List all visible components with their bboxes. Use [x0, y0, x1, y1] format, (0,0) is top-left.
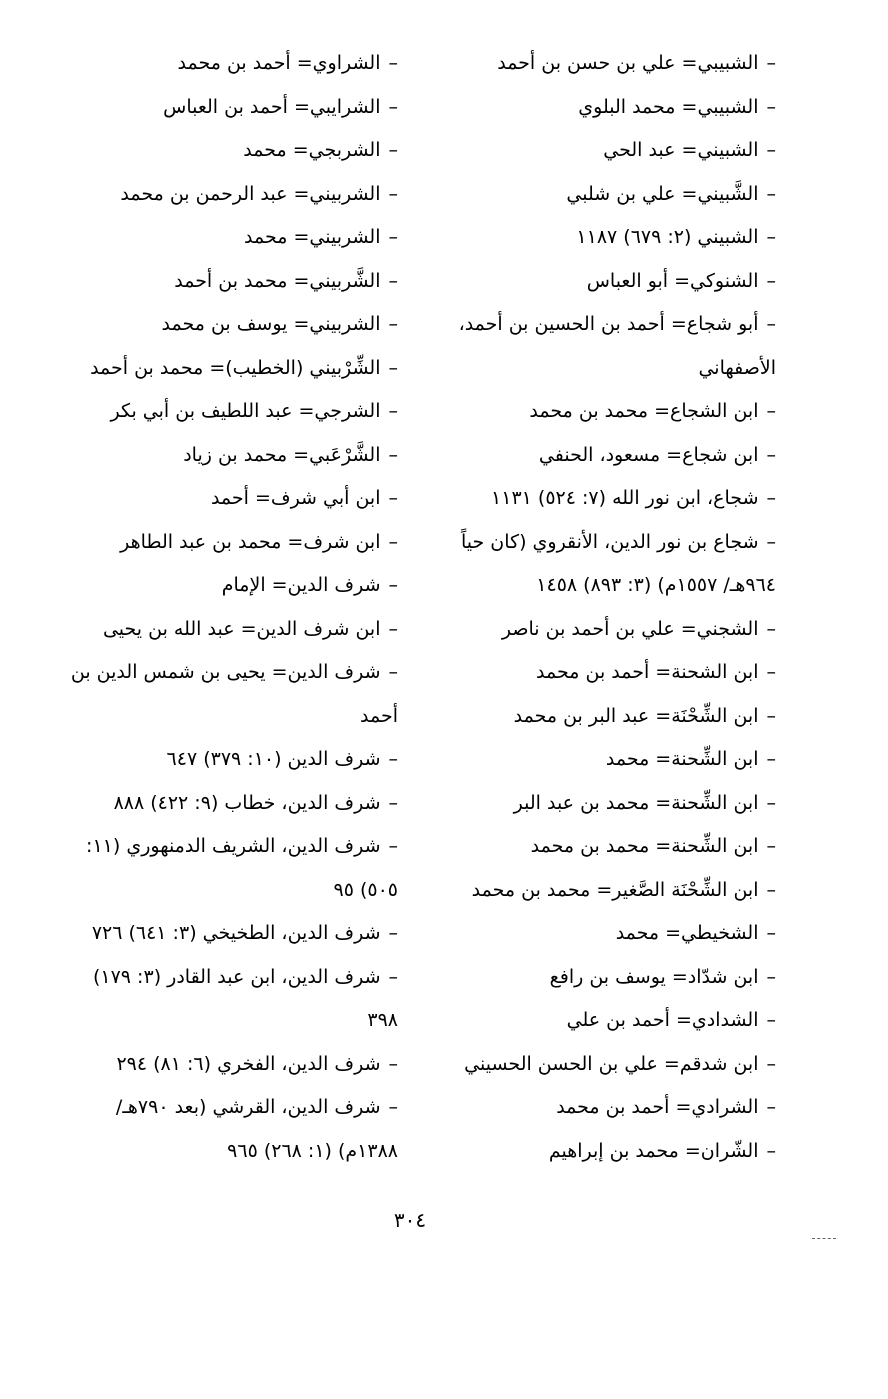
index-entry — [441, 129, 776, 173]
entry-text: أبو شجاع= أحمد بن الحسين بن أحمد، الأصفهاني — [458, 313, 776, 379]
index-entry — [58, 303, 398, 347]
entry-text: الشرايبي= أحمد بن العباس — [163, 95, 381, 118]
entry-dash: – — [388, 487, 398, 509]
entry-dash: – — [766, 313, 776, 335]
entry-dash: – — [766, 704, 776, 727]
index-entry — [58, 216, 398, 260]
index-entry — [58, 260, 398, 304]
index-entry — [441, 173, 776, 217]
entry-text: ابن شرف= محمد بن عبد الطاهر — [120, 530, 381, 553]
entry-text: الشخيطي= محمد — [615, 922, 759, 944]
entry-text: الشَّربيني= محمد بن أحمد — [174, 269, 381, 292]
index-entry — [441, 869, 776, 913]
index-entry — [441, 1086, 776, 1130]
index-entry — [58, 825, 398, 912]
index-entry — [441, 695, 776, 739]
entry-text: الشبيني= عبد الحي — [603, 139, 759, 161]
entry-text: شرف الدين، ابن عبد القادر (٣: ١٧٩) ٣٩٨ — [92, 965, 398, 1031]
entry-dash: – — [388, 356, 398, 379]
entry-dash: – — [766, 661, 776, 683]
entry-text: ابن الشحنة= أحمد بن محمد — [536, 661, 759, 683]
entry-text: شرف الدين، خطاب (٩: ٤٢٢) ٨٨٨ — [113, 791, 381, 814]
index-column-left — [58, 42, 398, 1173]
entry-dash: – — [388, 52, 398, 74]
entry-dash: – — [766, 95, 776, 118]
entry-dash: – — [766, 791, 776, 814]
entry-dash: – — [766, 922, 776, 944]
entry-text: شرف الدين (١٠: ٣٧٩) ٦٤٧ — [166, 748, 381, 770]
entry-dash: – — [388, 313, 398, 335]
entry-dash: – — [766, 617, 776, 640]
index-entry — [441, 303, 776, 390]
index-entry — [58, 86, 398, 130]
index-entry — [58, 1086, 398, 1173]
index-entry — [58, 564, 398, 608]
entry-dash: – — [766, 487, 776, 509]
entry-text: ابن شدّاد= يوسف بن رافع — [549, 965, 759, 988]
entry-text: الشربيني= يوسف بن محمد — [161, 313, 381, 335]
entry-dash: – — [388, 226, 398, 248]
entry-dash: – — [766, 269, 776, 292]
entry-text: شرف الدين، القرشي (بعد ٧٩٠هـ/ ١٣٨٨م) (١: ٢٦٨) ٩٦٥ — [115, 1096, 398, 1162]
entry-dash: – — [388, 443, 398, 466]
index-entry — [58, 521, 398, 565]
index-entry — [441, 260, 776, 304]
index-entry — [58, 956, 398, 1043]
index-entry — [58, 390, 398, 434]
entry-dash: – — [766, 52, 776, 74]
entry-text: شرف الدين، الشريف الدمنهوري (١١: ٥٠٥) ٩٥ — [86, 835, 398, 901]
entry-dash: – — [766, 965, 776, 988]
index-entry — [58, 608, 398, 652]
entry-text: الشِّرْبيني (الخطيب)= محمد بن أحمد — [90, 356, 381, 379]
entry-text: الشراوي= أحمد بن محمد — [177, 52, 381, 74]
index-entry — [441, 1043, 776, 1087]
entry-text: شرف الدين= يحيى بن شمس الدين بن أحمد — [70, 661, 398, 727]
entry-dash: – — [388, 1052, 398, 1075]
index-entry — [441, 477, 776, 521]
index-entry — [441, 782, 776, 826]
entry-text: الشرجي= عبد اللطيف بن أبي بكر — [110, 400, 381, 422]
index-entry — [441, 86, 776, 130]
index-entry — [58, 434, 398, 478]
entry-dash: – — [388, 530, 398, 553]
entry-text: ابن الشِّحْنَة الصَّغير= محمد بن محمد — [471, 878, 759, 901]
entry-dash: – — [388, 400, 398, 422]
entry-dash: – — [388, 1096, 398, 1118]
index-entry — [441, 216, 776, 260]
index-entry — [441, 390, 776, 434]
entry-text: الشربيني= عبد الرحمن بن محمد — [120, 182, 381, 205]
entry-text: ابن الشِّحنة= محمد بن عبد البر — [513, 791, 759, 814]
page-number: ٣٠٤ — [393, 1208, 427, 1232]
entry-dash: – — [766, 1139, 776, 1162]
entry-text: الشربجي= محمد — [243, 139, 381, 161]
entry-text: شرف الدين، الطخيخي (٣: ٦٤١) ٧٢٦ — [91, 922, 381, 944]
entry-text: ابن شدقم= علي بن الحسن الحسيني — [464, 1052, 759, 1075]
index-entry — [441, 738, 776, 782]
entry-dash: – — [766, 1096, 776, 1118]
index-entry — [441, 651, 776, 695]
entry-dash: – — [766, 182, 776, 205]
entry-text: الشجني= علي بن أحمد بن ناصر — [501, 617, 759, 640]
index-entry — [441, 608, 776, 652]
entry-text: الشدادي= أحمد بن علي — [566, 1009, 759, 1031]
index-entry — [441, 434, 776, 478]
entry-dash: – — [388, 791, 398, 814]
entry-dash: – — [766, 1052, 776, 1075]
entry-text: شرف الدين= الإمام — [221, 574, 381, 596]
index-entry — [441, 1130, 776, 1174]
entry-text: ابن الشجاع= محمد بن محمد — [529, 400, 759, 422]
entry-text: ابن أبي شرف= أحمد — [210, 487, 381, 509]
entry-text: الشنوكي= أبو العباس — [586, 269, 759, 292]
entry-dash: – — [388, 922, 398, 944]
entry-dash: – — [388, 617, 398, 640]
entry-text: شجاع، ابن نور الله (٧: ٥٢٤) ١١٣١ — [491, 487, 759, 509]
entry-text: ابن الشِّحْنَة= عبد البر بن محمد — [513, 704, 759, 727]
entry-text: ابن شرف الدين= عبد الله بن يحيى — [102, 617, 381, 640]
index-entry — [58, 477, 398, 521]
entry-dash: – — [388, 139, 398, 161]
entry-text: الشربيني= محمد — [244, 226, 381, 248]
entry-dash: – — [766, 226, 776, 248]
entry-dash: – — [766, 878, 776, 901]
scan-mark — [812, 1238, 836, 1240]
index-entry — [58, 1043, 398, 1087]
entry-dash: – — [766, 530, 776, 553]
entry-dash: – — [388, 95, 398, 118]
index-entry — [58, 782, 398, 826]
entry-text: الشَّبيني= علي بن شلبي — [566, 182, 759, 205]
entry-text: شجاع بن نور الدين، الأنقروي (كان حياً ٩٦٤هـ/ ١٥٥٧م) (٣: ٨٩٣) ١٤٥٨ — [460, 530, 776, 596]
entry-dash: – — [766, 139, 776, 161]
index-entry — [58, 912, 398, 956]
entry-dash: – — [388, 182, 398, 205]
index-entry — [441, 956, 776, 1000]
entry-dash: – — [388, 269, 398, 292]
entry-dash: – — [388, 835, 398, 857]
entry-dash: – — [766, 400, 776, 422]
index-entry — [441, 825, 776, 869]
entry-text: ابن الشِّحنة= محمد — [605, 748, 759, 770]
index-entry — [441, 912, 776, 956]
index-entry — [441, 521, 776, 608]
index-column-right — [441, 42, 776, 1173]
index-entry — [58, 347, 398, 391]
entry-text: ابن شجاع= مسعود، الحنفي — [538, 443, 759, 466]
index-entry — [58, 738, 398, 782]
entry-text: الشَّرْعَبي= محمد بن زياد — [183, 443, 381, 466]
entry-dash: – — [766, 443, 776, 466]
entry-text: الشبيبي= محمد البلوي — [578, 95, 759, 118]
index-entry — [58, 129, 398, 173]
entry-text: شرف الدين، الفخري (٦: ٨١) ٢٩٤ — [116, 1052, 381, 1075]
index-entry — [58, 173, 398, 217]
index-entry — [58, 42, 398, 86]
index-entry — [58, 651, 398, 738]
entry-text: الشرادي= أحمد بن محمد — [556, 1096, 759, 1118]
entry-dash: – — [766, 835, 776, 857]
index-entry — [441, 999, 776, 1043]
entry-dash: – — [388, 965, 398, 988]
entry-dash: – — [766, 748, 776, 770]
entry-dash: – — [388, 748, 398, 770]
entry-text: ابن الشِّحنة= محمد بن محمد — [530, 835, 759, 857]
entry-text: الشّران= محمد بن إبراهيم — [548, 1139, 759, 1162]
entry-dash: – — [388, 661, 398, 683]
entry-text: الشبيبي= علي بن حسن بن أحمد — [497, 52, 759, 74]
entry-dash: – — [766, 1009, 776, 1031]
index-entry — [441, 42, 776, 86]
entry-dash: – — [388, 574, 398, 596]
entry-text: الشبيني (٢: ٦٧٩) ١١٨٧ — [576, 226, 759, 248]
